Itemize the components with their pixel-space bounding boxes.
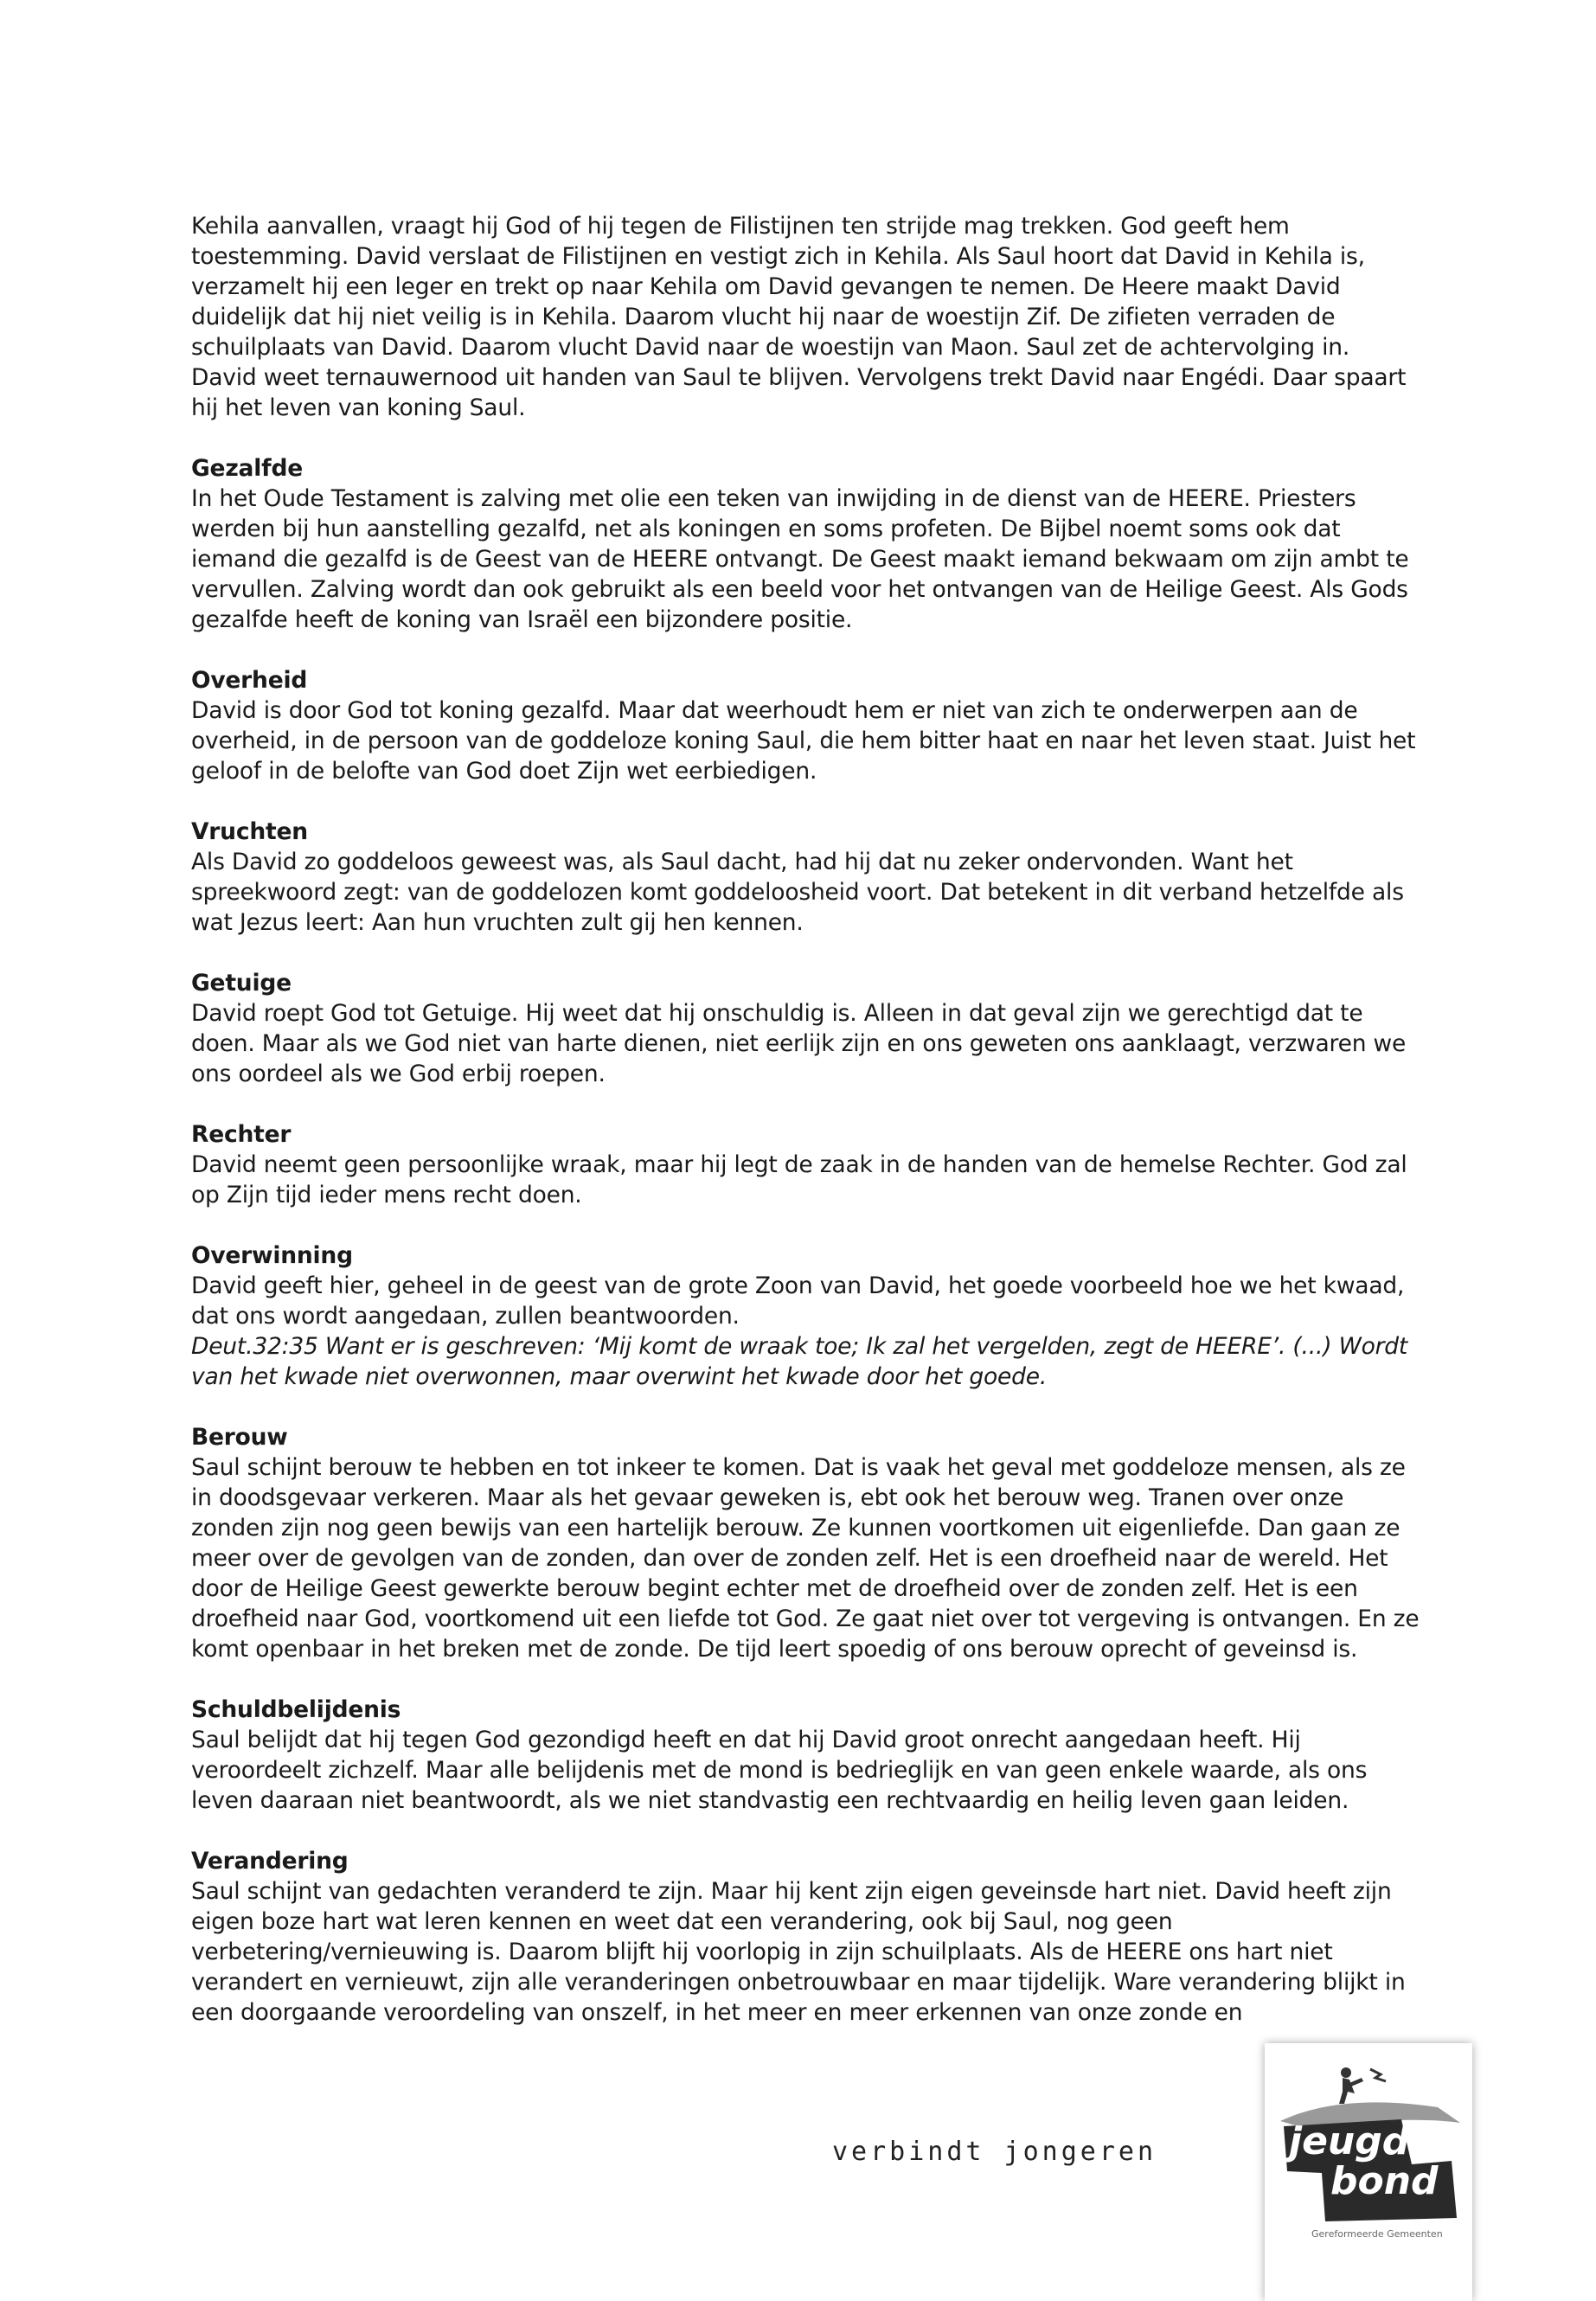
document-body: [191, 211, 1420, 2028]
section-rechter: [191, 1119, 1420, 1210]
section-heading: Berouw: [191, 1424, 288, 1451]
section-berouw: [191, 1422, 1420, 1664]
logo-subtitle: Gereformeerde Gemeenten: [1311, 2228, 1443, 2240]
section-heading: Overwinning: [191, 1242, 353, 1269]
section-schuldbelijdenis: [191, 1695, 1420, 1816]
section-paragraph: David geeft hier, geheel in de geest van de grote Zoon van David, het goede voorbeeld hoe we het kwaad, dat ons wordt aangedaan, zullen beantwoorden.: [191, 1272, 1405, 1330]
section-paragraph: David neemt geen persoonlijke wraak, maar hij legt de zaak in de handen van de hemelse Rechter. God zal op Zijn tijd ieder mens recht doen.: [191, 1151, 1407, 1208]
logo-word-bond: bond: [1330, 2159, 1439, 2203]
section-vruchten: [191, 817, 1420, 938]
section-paragraph: Saul belijdt dat hij tegen God gezondigd heeft en dat hij David groot onrecht aangedaan heeft. Hij veroordeelt zichzelf. Maar alle belijdenis met de mond is bedrieglijk en van geen enkele waarde, als ons leven daaraan niet beantwoordt, als we niet standvastig een rechtvaardig en heilig leven gaan leiden.: [191, 1727, 1368, 1814]
section-paragraph: David is door God tot koning gezalfd. Maar dat weerhoudt hem er niet van zich te onderwerpen aan de overheid, in de persoon van de goddeloze koning Saul, die hem bitter haat en naar het leven staat. Juist het geloof in de belofte van God doet Zijn wet eerbiedigen.: [191, 697, 1416, 785]
section-heading: Verandering: [191, 1848, 349, 1875]
section-heading: Gezalfde: [191, 455, 303, 482]
section-heading: Schuldbelijdenis: [191, 1696, 401, 1723]
section-paragraph: David roept God tot Getuige. Hij weet dat hij onschuldig is. Alleen in dat geval zijn we gerechtigd dat te doen. Maar als we God niet van harte dienen, niet eerlijk zijn en ons geweten ons aanklaagt, verzwaren we ons oordeel als we God erbij roepen.: [191, 1000, 1407, 1087]
section-paragraph: In het Oude Testament is zalving met olie een teken van inwijding in de dienst van de HEERE. Priesters werden bij hun aanstelling gezalfd, net als koningen en soms profeten. De Bijbel noemt soms ook dat iemand die gezalfd is de Geest van de HEERE ontvangt. De Geest maakt iemand bekwaam om zijn ambt te vervullen. Zalving wordt dan ook gebruikt als een beeld voor het ontvangen van de Heilige Geest. Als Gods gezalfde heeft de koning van Israël een bijzondere positie.: [191, 485, 1409, 633]
section-paragraph: Saul schijnt berouw te hebben en tot inkeer te komen. Dat is vaak het geval met goddeloze mensen, als ze in doodsgevaar verkeren. Maar als het gevaar geweken is, ebt ook het berouw weg. Tranen over onze zonden zijn nog geen bewijs van een hartelijk berouw. Ze kunnen voortkomen uit eigenliefde. Dan gaan ze meer over de gevolgen van de zonden, dan over de zonden zelf. Het is een droefheid naar de wereld. Het door de Heilige Geest gewerkte berouw begint echter met de droefheid over de zonden zelf. Het is een droefheid naar God, voortkomend uit een liefde tot God. Ze gaat niet over tot vergeving is ontvangen. En ze komt openbaar in het breken met de zonde. De tijd leert spoedig of ons berouw oprecht of geveinsd is.: [191, 1454, 1420, 1663]
intro-section: [191, 211, 1420, 423]
section-heading: Overheid: [191, 667, 308, 694]
footer-slogan: verbindt jongeren: [832, 2137, 1157, 2167]
logo-word-jeugd: jeugd: [1289, 2119, 1410, 2163]
section-overheid: [191, 665, 1420, 786]
scripture-quote: Deut.32:35 Want er is geschreven: ‘Mij komt de wraak toe; Ik zal het vergelden, zegt de HEERE’. (...) Wordt van het kwade niet overwonnen, maar overwint het kwade door het goede.: [191, 1333, 1408, 1390]
section-heading: Vruchten: [191, 818, 308, 845]
section-heading: Getuige: [191, 970, 292, 997]
section-gezalfde: [191, 453, 1420, 635]
section-heading: Rechter: [191, 1121, 292, 1148]
intro-paragraph: Kehila aanvallen, vraagt hij God of hij tegen de Filistijnen ten strijde mag trekken. God geeft hem toestemming. David verslaat de Filistijnen en vestigt zich in Kehila. Als Saul hoort dat David in Kehila is, verzamelt hij een leger en trekt op naar Kehila om David gevangen te nemen. De Heere maakt David duidelijk dat hij niet veilig is in Kehila. Daarom vlucht hij naar de woestijn Zif. De zifieten verraden de schuilplaats van David. Daarom vlucht David naar de woestijn van Maon. Saul zet de achtervolging in. David weet ternauwernood uit handen van Saul te blijven. Vervolgens trekt David naar Engédi. Daar spaart hij het leven van koning Saul.: [191, 213, 1407, 421]
section-getuige: [191, 968, 1420, 1089]
section-paragraph: Saul schijnt van gedachten veranderd te zijn. Maar hij kent zijn eigen geveinsde hart niet. David heeft zijn eigen boze hart wat leren kennen en weet dat een verandering, ook bij Saul, nog geen verbetering/vernieuwing is. Daarom blijft hij voorlopig in zijn schuilplaats. Als de HEERE ons hart niet verandert en vernieuwt, zijn alle veranderingen onbetrouwbaar en maar tijdelijk. Ware verandering blijkt in een doorgaande veroordeling van onszelf, in het meer en meer erkennen van onze zonde en: [191, 1878, 1406, 2026]
jeugdbond-logo: [1265, 2043, 1472, 2301]
section-overwinning: [191, 1240, 1420, 1392]
section-verandering: [191, 1846, 1420, 2028]
section-paragraph: Als David zo goddeloos geweest was, als Saul dacht, had hij dat nu zeker ondervonden. Want het spreekwoord zegt: van de goddelozen komt goddeloosheid voort. Dat betekent in dit verband hetzelfde als wat Jezus leert: Aan hun vruchten zult gij hen kennen.: [191, 849, 1404, 936]
